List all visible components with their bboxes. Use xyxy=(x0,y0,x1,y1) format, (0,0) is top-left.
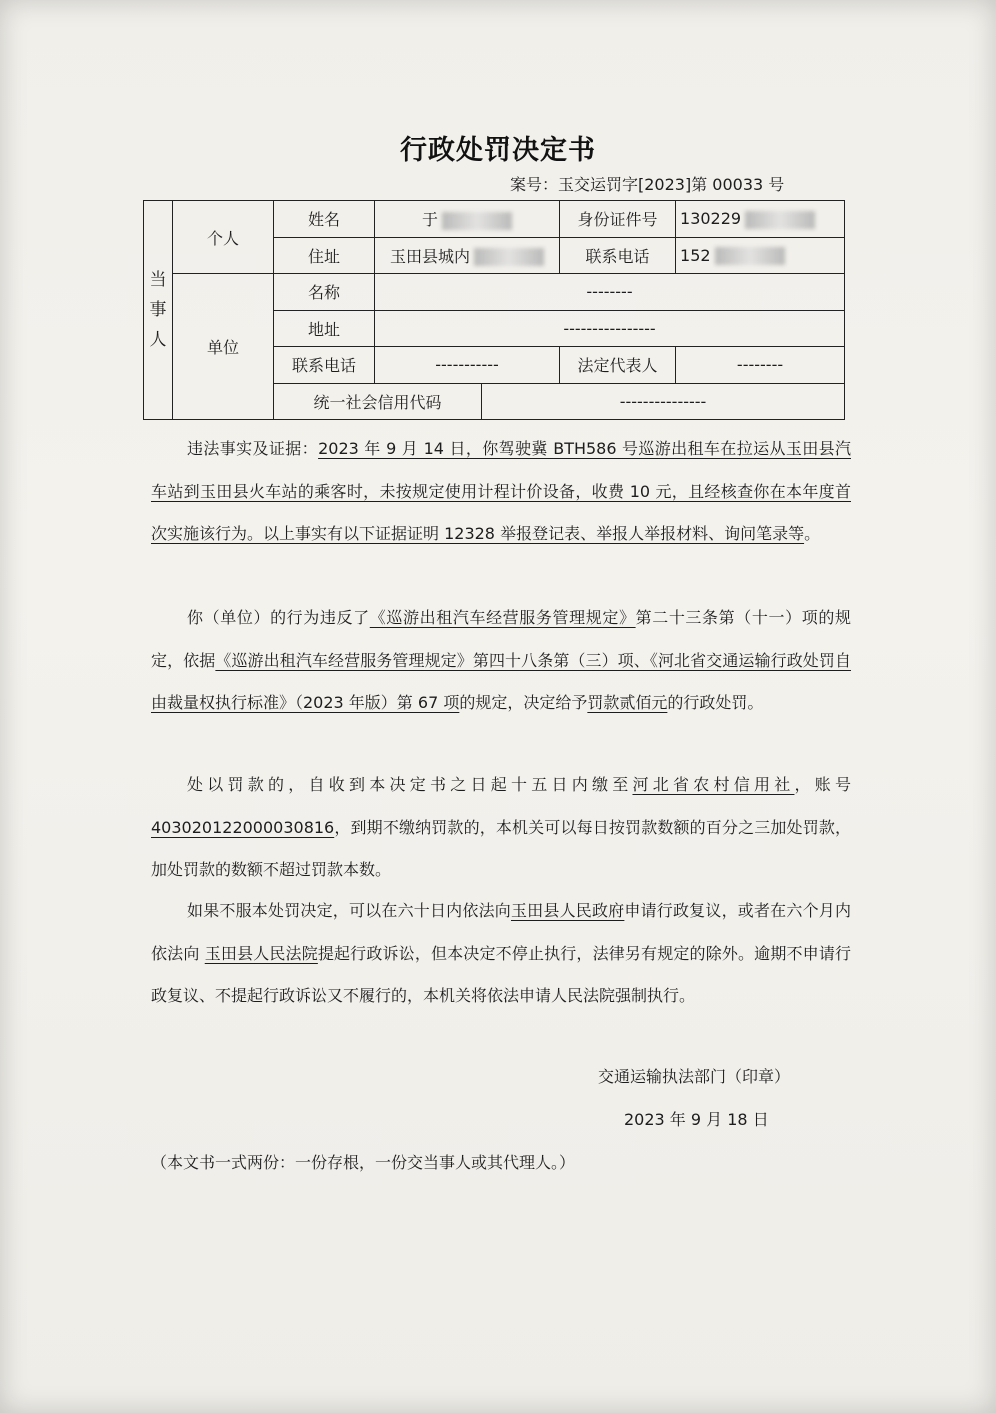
unit-phone-label: 联系电话 xyxy=(274,347,375,384)
credit-code-label: 统一社会信用代码 xyxy=(274,383,482,420)
name-value: 于 xyxy=(375,201,560,238)
document-title: 行政处罚决定书 xyxy=(400,135,596,166)
address-value: 玉田县城内 xyxy=(375,237,560,274)
applied-regulations: 《巡游出租汽车经营服务管理规定》第四十八条第（三）项、《河北省交通运输行政处罚自由裁量权执行标准》（2023 年版）第 67 项 xyxy=(151,650,851,712)
legal-basis-paragraph: 你（单位）的行为违反了《巡游出租汽车经营服务管理规定》第二十三条第（十一）项的规定，依据《巡游出租汽车经营服务管理规定》第四十八条第（三）项、《河北省交通运输行政处罚自由裁量权执行标准》（2023 年版）第 67 项的规定，决定给予罚款贰佰元的行政处罚。 xyxy=(151,608,851,712)
issue-date: 2023 年 9 月 18 日 xyxy=(624,1110,769,1129)
payment-paragraph: 处以罚款的，自收到本决定书之日起十五日内缴至河北省农村信用社，账号40302012200003081​6，到期不缴纳罚款的，本机关可以每日按罚款数额的百分之三加处罚款，加处罚款的数额不超过罚款本数。 xyxy=(151,775,851,879)
case-number: 案号：玉交运罚字[2023]第 00033 号 xyxy=(510,175,785,194)
unit-name-label: 名称 xyxy=(274,274,375,311)
credit-code-value: --------------- xyxy=(482,383,845,420)
violation-facts-paragraph: 违法事实及证据：2023 年 9 月 14 日，你驾驶冀 BTH586 号巡游出租车在拉运从玉田县汽车站到玉田县火车站的乘客时，未按规定使用计程计价设备，收费 10 元，且经核查你在本年度首次实施该行为。以上事实有以下证据证明 12328 举报登记表、举报人举报材料、询问笔录等。 xyxy=(151,439,851,543)
unit-phone-value: ----------- xyxy=(375,347,560,384)
penalty-amount: 罚款贰佰元 xyxy=(587,693,668,712)
violation-facts: 2023 年 9 月 14 日，你驾驶冀 BTH586 号巡游出租车在拉运从玉田县汽车站到玉田县火车站的乘客时，未按规定使用计程计价设备，收费 10 元，且经核查你在本年度首次实施该行为。以上事实有以下证据证明 12328 举报登记表、举报人举报材料、询问笔录等 xyxy=(151,439,851,543)
redaction-blur xyxy=(745,211,815,229)
issuing-authority: 交通运输执法部门（印章） xyxy=(598,1067,791,1086)
party-group-label: 当 事 人 xyxy=(144,201,173,420)
violated-regulation: 《巡游出租汽车经营服务管理规定》 xyxy=(369,608,636,627)
bank-name: 河北省农村信用社 xyxy=(632,775,795,794)
court-name: 玉田县人民法院 xyxy=(204,943,318,963)
id-value: 130229 xyxy=(676,201,845,238)
phone-label: 联系电话 xyxy=(560,237,676,274)
individual-label: 个人 xyxy=(173,201,274,274)
legal-rep-label: 法定代表人 xyxy=(560,347,676,384)
unit-name-value: -------- xyxy=(375,274,845,311)
redaction-blur xyxy=(715,247,785,265)
bank-account: 40302012200003081​6 xyxy=(151,817,335,837)
unit-address-label: 地址 xyxy=(274,310,375,347)
reconsideration-authority: 玉田县人民政府 xyxy=(510,901,625,920)
redaction-blur xyxy=(442,212,512,230)
phone-value: 152 xyxy=(676,237,845,274)
appeal-paragraph: 如果不服本处罚决定，可以在六十日内依法向玉田县人民政府申请行政复议，或者在六个月内依法向 玉田县人民法院提起行政诉讼，但本决定不停止执行，法律另有规定的除外。逾期不申请行政复议、不提起行政诉讼又不履行的，本机关将依法申请人民法院强制执行。 xyxy=(151,901,851,1005)
unit-label: 单位 xyxy=(173,274,274,420)
redaction-blur xyxy=(474,248,544,266)
unit-address-value: ---------------- xyxy=(375,310,845,347)
copies-note: （本文书一式两份：一份存根，一份交当事人或其代理人。） xyxy=(151,1153,576,1172)
legal-rep-value: -------- xyxy=(676,347,845,384)
id-label: 身份证件号 xyxy=(560,201,676,238)
address-label: 住址 xyxy=(274,237,375,274)
name-label: 姓名 xyxy=(274,201,375,238)
party-info-table xyxy=(143,200,845,420)
